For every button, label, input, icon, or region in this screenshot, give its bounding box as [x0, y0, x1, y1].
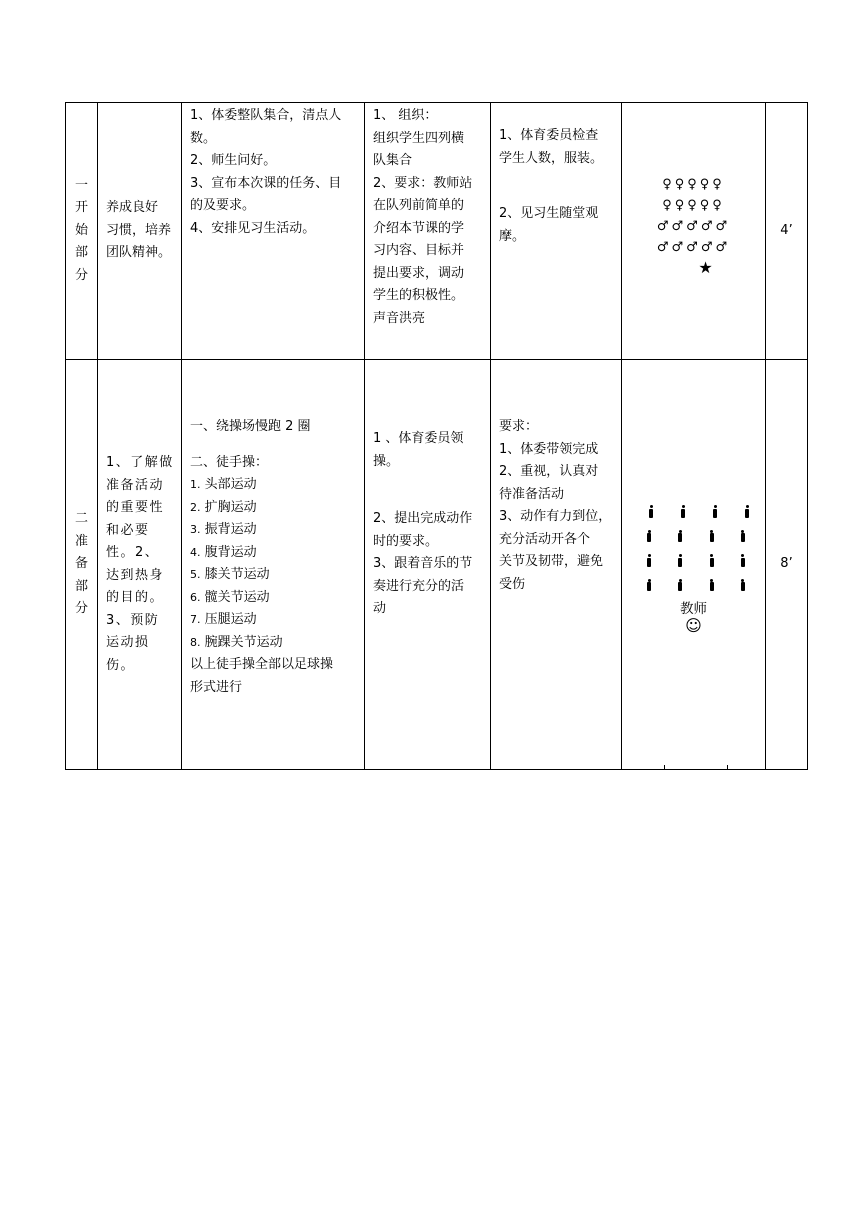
- student-figure-icon: [744, 505, 750, 519]
- org-line: 动: [373, 601, 387, 616]
- phase-char: 准: [74, 533, 88, 549]
- exercise-item: 3. 振背运动: [190, 522, 257, 537]
- student-line: 2、见习生随堂观: [499, 206, 599, 221]
- time-cell-opening: 4’: [766, 103, 808, 360]
- student-figure-icon: [646, 530, 652, 544]
- content-line: 以上徒手操全部以足球操: [190, 657, 334, 672]
- phase-char: 部: [74, 578, 88, 594]
- student-line: 充分活动开各个: [499, 531, 591, 547]
- student-figure-icon: [740, 579, 746, 593]
- student-line: 1、体委带领完成: [499, 441, 599, 457]
- student-line: 3、动作有力到位，: [499, 509, 612, 524]
- org-line: 2、要求：教师站: [373, 175, 473, 191]
- male-students-row: ♂♂♂♂♂: [656, 219, 731, 234]
- student-line: 关节及韧带，避免: [499, 554, 604, 569]
- student-figure-icon: [648, 505, 654, 519]
- student-line: 2、重视，认真对: [499, 464, 599, 479]
- goal-line: 性。2、: [106, 545, 160, 560]
- student-line: 要求：: [499, 419, 539, 434]
- org-line: 介绍本节课的学: [373, 220, 465, 236]
- content-cell-opening: [182, 103, 365, 360]
- phase-cell-opening: [66, 103, 98, 360]
- teacher-position: [622, 600, 765, 634]
- student-figure-icon: [709, 579, 715, 593]
- student-figure-icon: [709, 530, 715, 544]
- content-line: 形式进行: [190, 679, 243, 695]
- exercise-item: 5. 膝关节运动: [190, 567, 270, 582]
- section-opening-row: [66, 103, 808, 360]
- formation-cell-opening: [622, 103, 766, 360]
- phase-char: 二: [74, 511, 88, 527]
- goal-line: 3、预防: [106, 612, 160, 628]
- goal-cell-opening: [98, 103, 182, 360]
- formation-cell-warmup: [622, 360, 766, 770]
- time-cell-warmup: 8’: [766, 360, 808, 770]
- student-line: 1、体育委员检查: [499, 128, 599, 143]
- content-line: 4、安排见习生活动。: [190, 220, 316, 236]
- student-figure-icon: [646, 579, 652, 593]
- phase-char: 开: [74, 200, 88, 216]
- formation-diagram: [622, 103, 765, 278]
- org-line: 操。: [373, 453, 400, 469]
- org-line: 1 、体育委员领: [373, 431, 464, 446]
- content-cell-warmup: [182, 360, 365, 770]
- organization-cell-opening: [365, 103, 491, 360]
- org-line: 在队列前简单的: [373, 198, 465, 213]
- student-line: 受伤: [499, 576, 526, 592]
- phase-char: 一: [74, 177, 88, 193]
- teacher-star-icon: ★: [698, 258, 713, 277]
- female-students-row: ♀♀♀♀♀: [662, 177, 725, 192]
- content-line: 数。: [190, 130, 217, 146]
- student-figure-icon: [646, 554, 652, 568]
- org-line: 习内容、目标并: [373, 243, 465, 258]
- lesson-plan-table: [65, 102, 808, 770]
- divider-ticks: [664, 765, 728, 769]
- goal-line: 的目的。: [106, 590, 165, 605]
- goal-line: 达到热身: [106, 567, 165, 583]
- content-line: 的及要求。: [190, 198, 256, 213]
- student-line: 学生人数，服装。: [499, 150, 604, 166]
- exercise-item: 7. 压腿运动: [190, 612, 257, 627]
- male-students-row: ♂♂♂♂♂: [656, 240, 731, 255]
- student-formation-grid: [646, 500, 750, 598]
- org-line: 学生的积极性。: [373, 288, 465, 303]
- student-figure-icon: [740, 554, 746, 568]
- student-figure-icon: [677, 530, 683, 544]
- exercise-item: 6. 髋关节运动: [190, 589, 270, 605]
- goal-line: 养成良好: [106, 200, 159, 216]
- exercise-item: 2. 扩胸运动: [190, 499, 257, 515]
- organization-cell-warmup: [365, 360, 491, 770]
- phase-char: 备: [74, 556, 88, 572]
- content-line: 2、师生问好。: [190, 153, 277, 168]
- goal-line: 的重要性: [106, 500, 165, 515]
- goal-line: 习惯，培养: [106, 222, 172, 238]
- org-line: 奏进行充分的活: [373, 578, 465, 594]
- student-figure-icon: [740, 530, 746, 544]
- org-line: 声音洪亮: [373, 310, 426, 326]
- female-students-row: ♀♀♀♀♀: [662, 198, 725, 213]
- goal-cell-warmup: [98, 360, 182, 770]
- student-line: 摩。: [499, 228, 526, 244]
- section-warmup-row: [66, 360, 808, 770]
- student-figure-icon: [712, 505, 718, 519]
- content-heading-exercises: 二、徒手操：: [190, 454, 269, 470]
- org-line: 1、 组织：: [373, 108, 438, 123]
- student-figure-icon: [677, 579, 683, 593]
- student-line: 待准备活动: [499, 486, 565, 502]
- student-figure-icon: [677, 554, 683, 568]
- org-line: 2、提出完成动作: [373, 511, 473, 526]
- org-line: 3、跟着音乐的节: [373, 556, 473, 571]
- exercise-item: 1. 头部运动: [190, 477, 257, 492]
- student-cell-opening: [491, 103, 622, 360]
- goal-line: 团队精神。: [106, 245, 172, 261]
- smiley-face-icon: ☺: [685, 616, 702, 635]
- phase-char: 分: [74, 267, 88, 283]
- org-line: 组织学生四列横: [373, 130, 465, 146]
- org-line: 提出要求，调动: [373, 265, 465, 281]
- content-line: 1、体委整队集合，清点人: [190, 108, 342, 123]
- student-cell-warmup: [491, 360, 622, 770]
- exercise-item: 4. 腹背运动: [190, 544, 257, 560]
- student-figure-icon: [709, 554, 715, 568]
- goal-line: 伤。: [106, 657, 136, 673]
- goal-line: 和必要: [106, 522, 150, 538]
- exercise-item: 8. 腕踝关节运动: [190, 634, 283, 650]
- org-line: 时的要求。: [373, 533, 439, 549]
- goal-line: 运动损: [106, 635, 150, 650]
- phase-char: 分: [74, 601, 88, 617]
- content-line: 3、宣布本次课的任务、目: [190, 175, 342, 191]
- goal-line: 准备活动: [106, 477, 165, 493]
- student-figure-icon: [680, 505, 686, 519]
- teacher-label: 教师: [680, 601, 707, 617]
- phase-cell-warmup: [66, 360, 98, 770]
- org-line: 队集合: [373, 153, 413, 168]
- goal-line: 1、了解做: [106, 455, 174, 470]
- phase-char: 部: [74, 245, 88, 261]
- phase-char: 始: [74, 222, 88, 238]
- content-heading-jog: 一、绕操场慢跑 2 圈: [190, 419, 311, 434]
